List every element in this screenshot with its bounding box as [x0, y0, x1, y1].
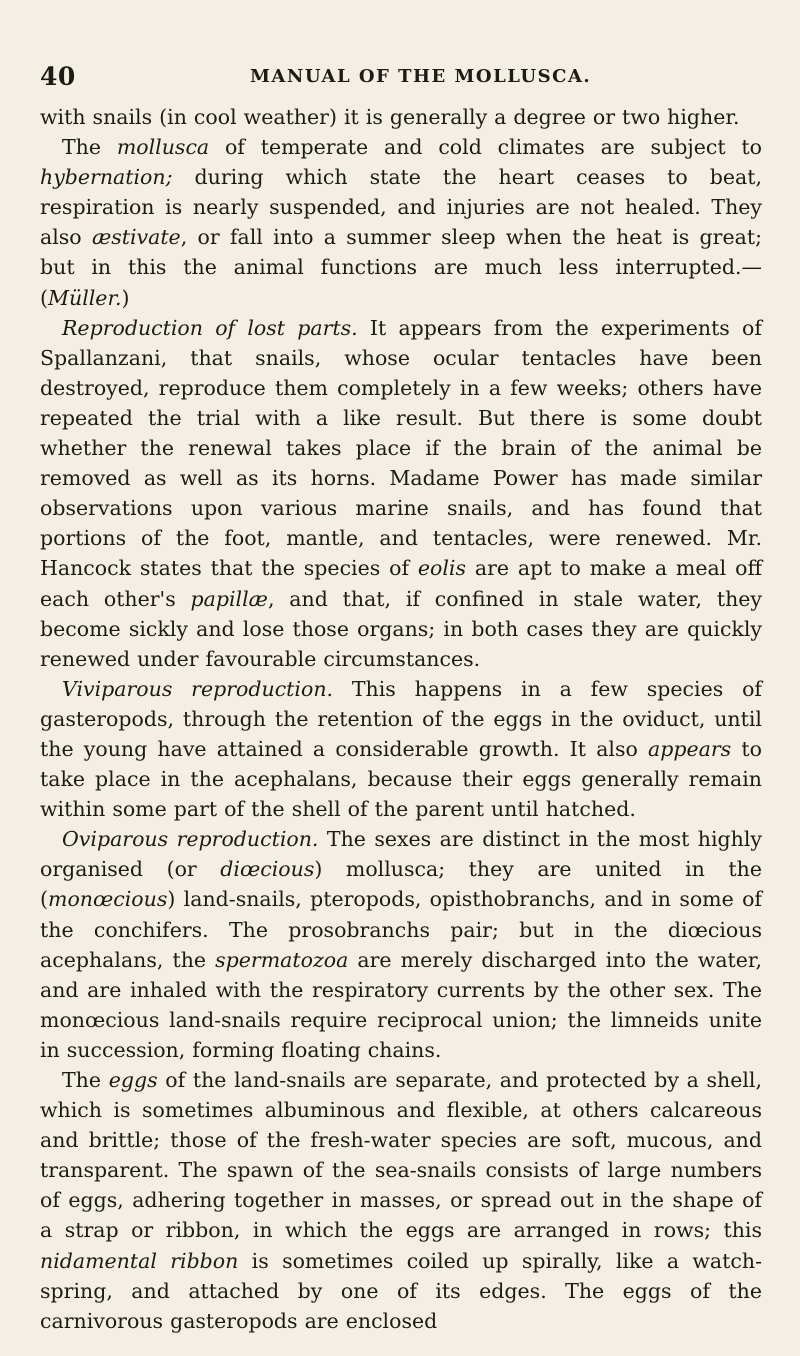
- text-run: ) mollusca; they are united in the (: [40, 857, 762, 912]
- italic-run: papillæ: [190, 586, 268, 611]
- italic-run: hybernation;: [40, 165, 173, 190]
- text-run: The: [62, 135, 117, 160]
- text-run: ) land-snails, pteropods, opisthobranchs, and in some of the conchifers. The prosobranchs pair; but in the diœcious acephalans, the: [40, 887, 762, 972]
- text-run: , or fall into a summer sleep when the heat is great; but in this the animal functions are much less interrupted.—(: [40, 225, 762, 310]
- text-run: , and that, if confined in stale water, they become sickly and lose those organs; in both cases they are quickly renewed under favourable circumstances.: [40, 586, 762, 671]
- text-run: This happens in a few species of gasteropods, through the retention of the eggs in the oviduct, until the young have attained a considerable growth. It also: [40, 676, 762, 761]
- paragraph-6: [40, 1065, 762, 1336]
- running-head: MANUAL OF THE MOLLUSCA.: [250, 66, 592, 87]
- text-run: ): [121, 285, 130, 310]
- body-text: [40, 102, 762, 1336]
- italic-run: eolis: [417, 556, 467, 581]
- italic-run: Oviparous reproduction.: [62, 827, 319, 852]
- text-run: It appears from the experiments of Spallanzani, that snails, whose ocular tentacles have been destroyed, reproduce them completely in a few weeks; others have repeated the trial with a like result. But there is some doubt whether the renewal takes place if the brain of the animal be removed as well as its horns. Madame Power has made similar observations upon various marine snails, and has found that portions of the foot, mantle, and tentacles, were renewed. Mr. Hancock states that the species of: [40, 315, 762, 581]
- italic-run: diœcious: [220, 857, 315, 882]
- italic-run: appears: [648, 736, 732, 761]
- paragraph-2: [40, 132, 762, 313]
- italic-run: eggs: [108, 1068, 158, 1092]
- italic-run: monœcious: [48, 887, 168, 912]
- italic-run: nidamental ribbon: [40, 1248, 239, 1273]
- text-run: The: [62, 1068, 109, 1092]
- italic-run: spermatozoa: [215, 947, 349, 972]
- text-run: during which state the heart ceases to beat, respiration is nearly suspended, and injuries are not healed. They also: [40, 165, 762, 250]
- text-run: The sexes are distinct in the most highly organised (or: [40, 827, 762, 882]
- italic-run: Reproduction of lost parts.: [62, 315, 358, 340]
- paragraph-3: [40, 313, 762, 674]
- paragraph-5: [40, 824, 762, 1065]
- italic-run: Müller.: [48, 285, 122, 310]
- text-run: of the land-snails are separate, and protected by a shell, which is sometimes albuminous and flexible, at others calcareous and brittle; those of the fresh-water species are soft, mucous, and transparent. The spawn of the sea-snails consists of large numbers of eggs, adhering together in masses, or spread out in the shape of a strap or ribbon, in which the eggs are arranged in rows; this: [40, 1068, 762, 1243]
- text-run: to take place in the acephalans, because their eggs generally remain within some part of the shell of the parent until hatched.: [40, 736, 762, 822]
- italic-run: æstivate: [91, 225, 181, 250]
- text-run: of temperate and cold climates are subject to: [209, 135, 763, 160]
- text-run: with snails (in cool weather) it is generally a degree or two higher.: [40, 105, 740, 129]
- italic-run: Viviparous reproduction.: [62, 676, 334, 701]
- paragraph-4: [40, 674, 762, 824]
- page-number: 40: [40, 62, 76, 91]
- book-page: [40, 56, 762, 1336]
- text-run: are apt to make a meal off each other's: [40, 556, 763, 611]
- paragraph-1: [40, 102, 762, 132]
- text-run: are merely discharged into the water, and are inhaled with the respiratory currents by the other sex. The monœcious land-snails require reciprocal union; the limneids unite in succession, forming floating chains.: [40, 947, 762, 1062]
- italic-run: mollusca: [116, 135, 210, 160]
- page-header: [40, 56, 762, 96]
- text-run: is sometimes coiled up spirally, like a watch-spring, and attached by one of its edges. The eggs of the carnivorous gasteropods are enclosed: [40, 1248, 762, 1333]
